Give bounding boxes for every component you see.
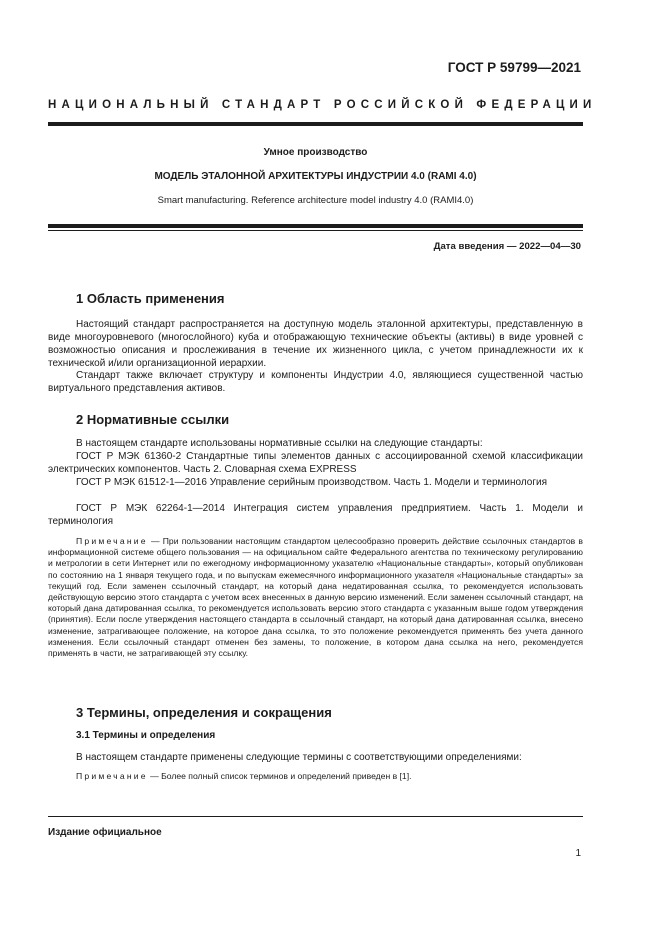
footer-divider — [48, 816, 583, 817]
official-edition-label: Издание официальное — [48, 827, 162, 838]
note-label: Примечание — [76, 536, 148, 546]
introduction-date: Дата введения — 2022—04—30 — [433, 241, 581, 252]
national-standard-heading: НАЦИОНАЛЬНЫЙ СТАНДАРТ РОССИЙСКОЙ ФЕДЕРАЦИИ — [48, 99, 597, 111]
page-number: 1 — [575, 848, 581, 859]
normative-reference-3: ГОСТ Р МЭК 62264-1—2014 Интеграция систем управления предприятием. Часть 1. Модели и терминология — [48, 503, 583, 527]
note-text: — Более полный список терминов и определений приведен в [1]. — [147, 771, 412, 781]
bottom-divider-thin — [48, 230, 583, 231]
section-3-note — [48, 771, 583, 782]
gost-code: ГОСТ Р 59799—2021 — [447, 60, 581, 75]
section-2-intro: В настоящем стандарте использованы нормативные ссылки на следующие стандарты: — [76, 438, 483, 449]
note-label: Примечание — [76, 771, 148, 781]
note-text: — При пользовании настоящим стандартом целесообразно проверить действие ссылочных стандартов в информационной системе общего пользования — на официальном сайте Федерального агентства по техническому регулированию и метрологии в сети Интернет или по ежегодному информационному указателю «Национальные стандарты», который опубликован по состоянию на 1 января текущего года, и по выпускам ежемесячного информационного указателя «Национальные стандарты» за текущий год. Если заменен ссылочный стандарт, на который дана недатированная ссылка, то рекомендуется использовать действующую версию этого стандарта с учетом всех внесенных в данную версию изменений. Если заменен ссылочный стандарт, на который дана датированная ссылка, то рекомендуется использовать версию этого стандарта с указанным выше годом утверждения (принятия). Если после утверждения настоящего стандарта в ссылочный стандарт, на который дана датированная ссылка, внесено изменение, затрагивающее положение, на которое дана ссылка, то это положение рекомендуется применять без учета данного изменения. Если ссылочный стандарт отменен без замены, то положение, в котором дана ссылка на него, рекомендуется применять в части, не затрагивающей эту ссылку. — [48, 536, 583, 659]
section-1-paragraph-2: Стандарт также включает структуру и компоненты Индустрии 4.0, являющиеся существенной частью виртуального представления активов. — [48, 370, 583, 394]
standard-title-english: Smart manufacturing. Reference architecture model industry 4.0 (RAMI4.0) — [157, 195, 474, 206]
section-1-title: 1 Область применения — [76, 291, 225, 306]
section-3-paragraph-1: В настоящем стандарте применены следующие термины с соответствующими определениями: — [76, 752, 522, 763]
standard-title: МОДЕЛЬ ЭТАЛОННОЙ АРХИТЕКТУРЫ ИНДУСТРИИ 4.0 (RAMI 4.0) — [154, 171, 477, 182]
section-3-title: 3 Термины, определения и сокращения — [76, 705, 332, 720]
standard-subtitle: Умное производство — [263, 147, 368, 158]
section-2-title: 2 Нормативные ссылки — [76, 412, 230, 427]
section-2-note — [48, 536, 583, 659]
subsection-3-1-title: 3.1 Термины и определения — [76, 730, 216, 741]
normative-reference-2: ГОСТ Р МЭК 61512-1—2016 Управление серийным производством. Часть 1. Модели и терминология — [76, 477, 547, 488]
top-divider — [48, 122, 583, 126]
section-1-paragraph-1: Настоящий стандарт распространяется на доступную модель эталонной архитектуры, представленную в виде многоуровневого (многослойного) куба и отображающую технические объекты (активы) в виде уровней с возможностью описания и прослеживания в течение их жизненного цикла, с учетом принадлежности их к технической и/или организационной иерархии. — [48, 319, 583, 369]
normative-reference-1: ГОСТ Р МЭК 61360-2 Стандартные типы элементов данных с ассоциированной схемой классификации электрических компонентов. Часть 2. Словарная схема EXPRESS — [48, 451, 583, 475]
bottom-divider-thick — [48, 224, 583, 228]
